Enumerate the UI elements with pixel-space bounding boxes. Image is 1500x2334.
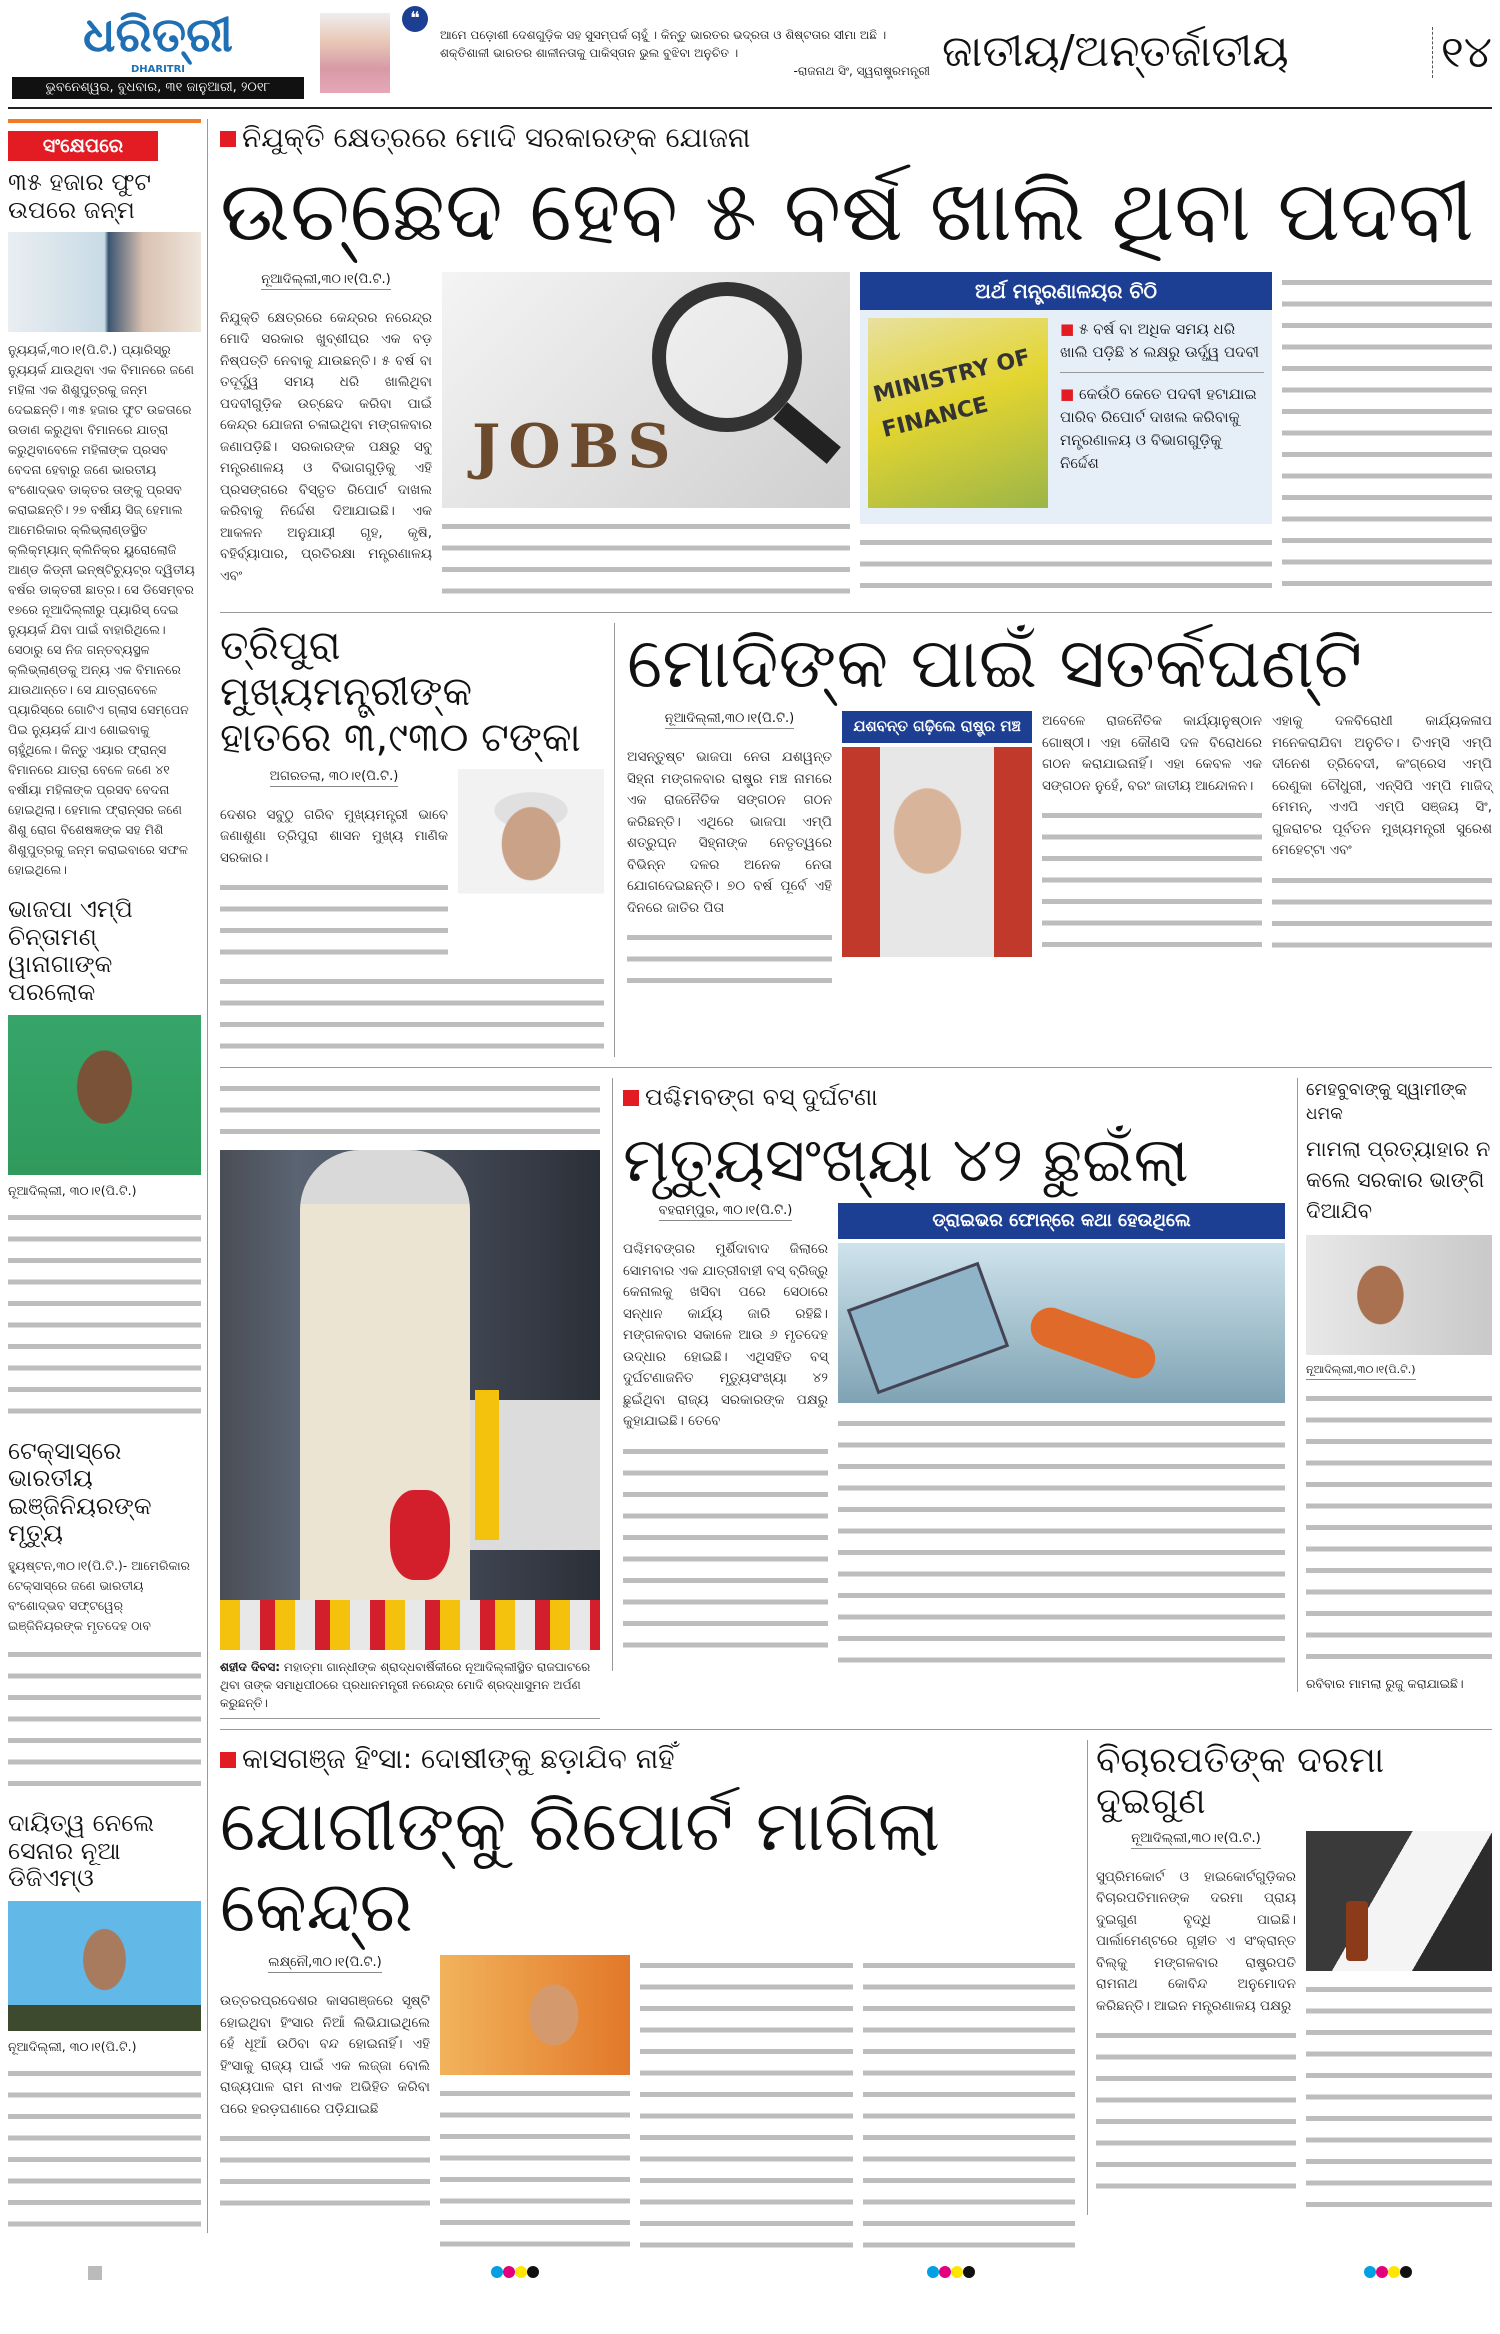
bus-accident-photo — [838, 1243, 1285, 1403]
brief-label: ସଂକ୍ଷେପରେ — [8, 131, 158, 161]
brief-body: ନ୍ୟୁୟର୍କ,୩୦।୧(ପି.ଟି.) ପ୍ୟାରିସ୍‌ରୁ ନ୍ୟୁୟର୍କ ଯାଉଥିବା ଏକ ବିମାନରେ ଜଣେ ମହିଳା ଏକ ଶିଶୁପୁତ୍ରକୁ ଜନ୍ମ ଦେଇଛନ୍ତି। ୩୫ ହଜାର ଫୁଟ ଉଚ୍ଚତାରେ ଉଡାଣ କରୁଥିବା ବିମାନରେ ଯାତ୍ରା କରୁଥିବାବେଳେ ମହିଳାଙ୍କ ପ୍ରସବ ବେଦନା ହେବାରୁ ଜଣେ ଭାରତୀୟ ବଂଶୋଦ୍ଭବ ଡାକ୍ତର ତାଙ୍କୁ ପ୍ରସବ କରାଇଛନ୍ତି। ୨୭ ବର୍ଷୀୟ ସିଜ୍ ହେମାଲ ଆମେରିକାର କ୍ଲିଭ୍‌ଲାଣ୍ଡସ୍ଥିତ କ୍ଲିକ୍‌ମ୍ୟାନ୍ କ୍ଲିନିକ୍‌ର ୟୁରୋଲୋଜି ଆଣ୍ଡ କିଡ୍‌ନୀ ଇନ୍‌ଷ୍ଟିଚ୍ୟୁଟ୍‌ର ଦ୍ୱିତୀୟ ବର୍ଷର ଡାକ୍ତରୀ ଛାତ୍ର। ସେ ଡିସେମ୍ବର ୧୭ରେ ନୂଆଦିଲ୍ଲୀରୁ ପ୍ୟାରିସ୍ ଦେଇ ନ୍ୟୁୟର୍କ ଯିବା ପାଇଁ ବାହାରିଥିଲେ। ସେଠାରୁ ସେ ନିଜ ଗନ୍ତବ୍ୟସ୍ଥଳ କ୍ଲିଭ୍‌ଲାଣ୍ଡକୁ ଅନ୍ୟ ଏକ ବିମାନରେ ଯାଉଥାନ୍ତେ। ସେ ଯାତ୍ରାବେଳେ ପ୍ୟାରିସ୍‌ରେ ଗୋଟିଏ ଗ୍ଲାସ ସେମ୍ପେନ ପିଇ ନ୍ୟୁୟର୍କ ଯାଏ ଶୋଇବାକୁ ଚାହୁଁଥିଲେ। କିନ୍ତୁ ଏୟାର ଫ୍ରାନ୍ସ ବିମାନରେ ଯାତ୍ରା ବେଳେ ଜଣେ ୪୧ ବର୍ଷୀୟା ମହିଳାଙ୍କ ପ୍ରସବ ବେଦନା ହୋଇଥିଲା। ହେମାଲ ଫ୍ରାନ୍ସର ଜଣେ ଶିଶୁ ରୋଗ ବିଶେଷଜ୍ଞଙ୍କ ସହ ମିଶି ଶିଶୁପୁତ୍ରକୁ ଜନ୍ମ କରାଇବାରେ ସଫଳ ହୋଇଥିଲେ। — [8, 342, 195, 878]
kasganj-headline: ଯୋଗୀଙ୍କୁ ରିପୋର୍ଟ ମାଗିଲା କେନ୍ଦ୍ର — [220, 1785, 941, 1948]
body-text-continued — [838, 1413, 1285, 1671]
swamy-dateline: ନୂଆଦିଲ୍ଲୀ,୩୦।୧(ପି.ଟି.) — [1306, 1363, 1416, 1380]
bus-kicker: ପଶ୍ଚିମବଙ୍ଗ ବସ୍ ଦୁର୍ଘଟଣା — [623, 1078, 1285, 1116]
body-text-continued — [8, 2063, 201, 2233]
registration-marks — [8, 2255, 1492, 2290]
finance-sign-photo: MINISTRY OF FINANCE — [868, 318, 1048, 508]
body-text-continued — [1272, 870, 1492, 956]
judges-story — [1087, 1740, 1492, 2215]
modi-alert-story — [627, 623, 1492, 992]
body-text-continued — [627, 927, 832, 991]
modi-alert-dateline: ନୂଆଦିଲ୍ଲୀ,୩୦।୧(ପି.ଟି.) — [665, 711, 794, 729]
lead-body: ନିଯୁକ୍ତି କ୍ଷେତ୍ରରେ କେନ୍ଦ୍ରର ନରେନ୍ଦ୍ର ମୋଦି ସରକାର ଖୁବ୍‌ଶୀଘ୍ର ଏକ ବଡ଼ ନିଷ୍ପତ୍ତି ନେବାକୁ ଯାଉଛନ୍ତି। ୫ ବର୍ଷ ବା ତଦୂର୍ଦ୍ଧ୍ୱ ସମୟ ଧରି ଖାଲିଥିବା ପଦବୀଗୁଡ଼ିକ ଉଚ୍ଛେଦ କରିବା ପାଇଁ କେନ୍ଦ୍ର ଯୋଜନା ଚଳାଇଥିବା ମଙ୍ଗଳବାର ଜଣାପଡ଼ିଛି। ସରକାରଙ୍କ ପକ୍ଷରୁ ସବୁ ମନ୍ତ୍ରଣାଳୟ ଓ ବିଭାଗଗୁଡ଼ିକୁ ଏହି ପ୍ରସଙ୍ଗରେ ବିସ୍ତୃତ ରିପୋର୍ଟ ଦାଖଲ କରିବାକୁ ନିର୍ଦ୍ଦେଶ ଦିଆଯାଇଛି। ଏକ ଆକଳନ ଅନୁଯାୟୀ ଗୃହ, କୃଷି, ବହିର୍ବ୍ୟାପାର, ପ୍ରତିରକ୍ଷା ମନ୍ତ୍ରଣାଳୟ ଏବଂ — [220, 309, 432, 584]
main-area — [220, 119, 1492, 2255]
bus-box-title: ଡ୍ରାଇଭର ଫୋନ୍‌ରେ କଥା ହେଉଥିଲେ — [838, 1203, 1285, 1238]
bus-body: ପଶ୍ଚିମବଙ୍ଗର ମୁର୍ଶିଦାବାଦ ଜିଲାରେ ସୋମବାର ଏକ ଯାତ୍ରୀବାହୀ ବସ୍ ବ୍ରିଜ୍‌ରୁ କେନାଲକୁ ଖସିବା ପରେ ସେଠାରେ ସନ୍ଧାନ କାର୍ଯ୍ୟ ଜାରି ରହିଛି। ମଙ୍ଗଳବାର ସକାଳେ ଆଉ ୬ ମୃତଦେହ ଉଦ୍ଧାର ହୋଇଛି। ଏଥିସହିତ ବସ୍ ଦୁର୍ଘଟଣାଜନିତ ମୃତ୍ୟୁସଂଖ୍ୟା ୪୨ ଛୁଇଁଥିବା ରାଜ୍ୟ ସରକାରଙ୍କ ପକ୍ଷରୁ କୁହାଯାଇଛି। ତେବେ — [623, 1241, 828, 1430]
quote-text: ଆମେ ପଡ଼ୋଶୀ ଦେଶଗୁଡ଼ିକ ସହ ସୁସମ୍ପର୍କ ଚାହୁଁ । କିନ୍ତୁ ଭାରତର ଭଦ୍ରତା ଓ ଶିଷ୍ଟତାର ସୀମା ଅଛି । ଶକ୍ତିଶାଳୀ ଭାରତର ଶାଳୀନତାକୁ ପାକିସ୍ତାନ ଭୁଲ ବୁଝିବା ଅନୁଚିତ । — [440, 28, 887, 60]
body-text-continued — [1042, 805, 1262, 955]
swamy-story — [1297, 1078, 1492, 1692]
dateline-bar: ଭୁବନେଶ୍ୱର, ବୁଧବାର, ୩୧ ଜାନୁଆରୀ, ୨୦୧୮ — [12, 77, 304, 99]
swamy-headline: ମାମଲା ପ୍ରତ୍ୟାହାର ନ କଲେ ସରକାର ଭାଙ୍ଗି ଦିଆଯିବ — [1306, 1137, 1491, 1224]
swamy-kicker: ମେହବୁବାଙ୍କୁ ସ୍ୱାମୀଙ୍କ ଧମକ — [1306, 1080, 1468, 1125]
lead-story — [220, 119, 1492, 613]
brief-body: ହ୍ୟୁଷ୍ଟନ,୩୦।୧(ପି.ଟି.)- ଆମେରିକାର ଟେକ୍ସାସ୍‌ରେ ଜଣେ ଭାରତୀୟ ବଂଶୋଦ୍ଭବ ସଫ୍ଟୱେର୍ ଇଞ୍ଜିନିୟରଙ୍କ ମୃତଦେହ ଠାବ — [8, 1557, 191, 1633]
body-text-continued — [220, 877, 448, 963]
kasganj-kicker: କାସଗଞ୍ଜ ହିଂସା: ଦୋଷୀଙ୍କୁ ଛଡ଼ାଯିବ ନାହିଁ — [220, 1740, 1075, 1778]
body-text-continued — [8, 1207, 201, 1422]
masthead — [8, 0, 1492, 109]
subramanian-swamy-photo — [1306, 1235, 1492, 1355]
manik-sarkar-photo — [458, 769, 604, 935]
body-text-continued — [623, 1441, 828, 1656]
brief-headline: ଭାଜପା ଏମ୍ପି ଚିନ୍ତାମଣ୍ ୱାନାଗାଙ୍କ ପରଲୋକ — [8, 895, 133, 1006]
tripura-dateline: ଅଗରତଲା, ୩୦।୧(ପି.ଟି.) — [270, 769, 399, 787]
kasganj-dateline: ଲକ୍ଷ୍ନୌ,୩୦।୧(ପି.ଟି.) — [268, 1955, 381, 1973]
logo-block — [8, 6, 308, 99]
brief-column — [8, 119, 208, 2233]
bus-headline: ମୃତ୍ୟୁସଂଖ୍ୟା ୪୨ ଛୁଇଁଲା — [623, 1123, 1189, 1197]
quote-icon: ❝ — [402, 6, 428, 32]
quote-photo — [320, 13, 390, 93]
kasganj-body: ଉତ୍ତରପ୍ରଦେଶର କାସଗଞ୍ଜରେ ସୃଷ୍ଟି ହୋଇଥିବା ହିଂସାର ନିଆଁ ଲିଭିଯାଇଥିଲେ ହେଁ ଧୂଆଁ ଉଠିବା ବନ୍ଦ ହୋଇନାହିଁ। ଏହି ହିଂସାକୁ ରାଜ୍ୟ ପାଇଁ ଏକ ଲଜ୍ଜା ବୋଲି ରାଜ୍ୟପାଳ ରାମ ନାଏକ ଅଭିହିତ କରିବା ପରେ ହରଡ଼ଘଣାରେ ପଡ଼ିଯାଇଛି — [220, 1993, 430, 2117]
page-number: ୧୪ — [1432, 27, 1492, 78]
body-text-continued — [640, 1955, 853, 2255]
finance-point: ■ ୫ ବର୍ଷ ବା ଅଧିକ ସମୟ ଧରି ଖାଲି ପଡ଼ିଛି ୪ ଲକ୍ଷରୁ ଊର୍ଦ୍ଧ୍ୱ ପଦବୀ — [1060, 318, 1264, 373]
dgmo-photo — [8, 1901, 201, 2031]
logo: ଧରିତ୍ରୀ DHARITRI — [83, 7, 233, 75]
modi-alert-body: ଅସନ୍ତୁଷ୍ଟ ଭାଜପା ନେତା ଯଶୱନ୍ତ ସିହ୍ନା ମଙ୍ଗଳବାର ରାଷ୍ଟ୍ର ମଞ୍ଚ ନାମରେ ଏକ ରାଜନୈତିକ ସଙ୍ଗଠନ ଗଠନ କରିଛନ୍ତି। ଏଥିରେ ଭାଜପା ଏମ୍ପି ଶତ୍ରୁଘ୍ନ ସିହ୍ନାଙ୍କ ନେତୃତ୍ୱରେ ବିଭିନ୍ନ ଦଳର ଅନେକ ନେତା ଯୋଗଦେଇଛନ୍ତି। ୭୦ ବର୍ଷ ପୂର୍ବେ ଏହି ଦିନରେ ଜାତିର ପିତା — [627, 749, 832, 916]
photo-caption: ଶହୀଦ ଦିବସ: ମହାତ୍ମା ଗାନ୍ଧୀଙ୍କ ଶ୍ରାଦ୍ଧବାର୍ଷିକୀରେ ନୂଆଦିଲ୍ଲୀସ୍ଥିତ ରାଜଘାଟରେ ଥିବା ତାଙ୍କ ସମାଧିପୀଠରେ ପ୍ରଧାନମନ୍ତ୍ରୀ ନରେନ୍ଦ୍ର ମୋଦି ଶ୍ରଦ୍ଧାସୁମନ ଅର୍ପଣ କରୁଛନ୍ତି। — [220, 1658, 600, 1719]
body-text-continued — [8, 1644, 201, 1794]
body-text-continued — [1282, 272, 1492, 602]
quote — [440, 26, 930, 79]
yashwant-sinha-photo — [842, 747, 1032, 957]
finance-point: ■ କେଉଁଠି କେତେ ପଦବୀ ହଟାଯାଇ ପାରିବ ରିପୋର୍ଟ ଦାଖଲ କରିବାକୁ ମନ୍ତ୍ରଣାଳୟ ଓ ବିଭାଗଗୁଡ଼ିକୁ ନିର୍ଦ୍ଦେଶ — [1060, 384, 1257, 472]
jobs-photo-text: JOBS — [472, 411, 679, 482]
tripura-story — [220, 623, 615, 1058]
fourth-row — [220, 1730, 1492, 2255]
body-text-continued — [220, 1078, 600, 1142]
page-main — [8, 119, 1492, 2255]
modi-alert-body-2: ଅବେଳେ ରାଜନୈତିକ କାର୍ଯ୍ୟାନୁଷ୍ଠାନ ଗୋଷ୍ଠୀ। ଏହା କୌଣସି ଦଳ ବିରୋଧରେ ଗଠନ କରାଯାଇନାହିଁ। ଏହା କେବଳ ଏକ ସଙ୍ଗଠନ ନୁହେଁ, ବରଂ ଜାତୀୟ ଆନ୍ଦୋଳନ। — [1042, 713, 1262, 794]
body-text-continued — [1306, 1979, 1492, 2215]
judges-headline: ବିଚାରପତିଙ୍କ ଦରମା ଦୁଇଗୁଣ — [1096, 1740, 1385, 1823]
body-text-continued — [1306, 1388, 1492, 1668]
brief-dateline: ନୂଆଦିଲ୍ଲୀ, ୩୦।୧(ପି.ଟି.) — [8, 1182, 137, 1198]
modi-alert-body-3: ଏହାକୁ ଦଳବିରୋଧୀ କାର୍ଯ୍ୟକଳାପ ମନେକରାଯିବା ଅନୁଚିତ। ତିଏମ୍‌ସି ଏମ୍ପି ଦୀନେଶ ତ୍ରିବେଦୀ, କଂଗ୍ରେସ ଏମ୍ପି ରେଣୁକା ଚୌଧୁରୀ, ଏନ୍‌ସିପି ଏମ୍ପି ମାଜିଦ୍ ମେମନ୍, ଏଏପି ଏମ୍ପି ସଞ୍ଜୟ ସିଂ, ଗୁଜରାଟର ପୂର୍ବତନ ମୁଖ୍ୟମନ୍ତ୍ରୀ ସୁରେଶ ମେହେଟ୍ଟା ଏବଂ — [1272, 713, 1492, 859]
body-text-continued — [440, 2083, 630, 2255]
body-text-continued — [220, 971, 604, 1057]
judges-body: ସୁପ୍ରିମକୋର୍ଟ ଓ ହାଇକୋର୍ଟଗୁଡ଼ିକର ବିଚାରପତିମାନଙ୍କ ଦରମା ପ୍ରାୟ ଦୁଇଗୁଣ ବୃଦ୍ଧି ପାଇଛି। ପାର୍ଲାମେଣ୍ଟରେ ଗୃହୀତ ଏ ସଂକ୍ରାନ୍ତ ବିଲ୍‌କୁ ମଙ୍ଗଳବାର ରାଷ୍ଟ୍ରପତି ରାମନାଥ କୋବିନ୍ଦ ଅନୁମୋଦନ କରିଛନ୍ତି। ଆଇନ ମନ୍ତ୍ରଣାଳୟ ପକ୍ଷରୁ — [1096, 1868, 1296, 2014]
brief-headline: ଟେକ୍ସାସ୍‌ରେ ଭାରତୀୟ ଇଞ୍ଜିନିୟରଙ୍କ ମୃତ୍ୟୁ — [8, 1436, 152, 1548]
brief-headline: ଦାୟିତ୍ୱ ନେଲେ ସେନାର ନୂଆ ଡିଜିଏମ୍‌ଓ — [8, 1808, 155, 1893]
section-title: ଜାତୀୟ/ଅନ୍ତର୍ଜାତୀୟ — [942, 26, 1289, 78]
brief-dateline: ନୂଆଦିଲ୍ଲୀ, ୩୦।୧(ପି.ଟି.) — [8, 2038, 137, 2054]
brief-headline: ୩୫ ହଜାର ଫୁଟ ଉପରେ ଜନ୍ମ — [8, 168, 152, 224]
mp-photo — [8, 1015, 201, 1175]
kasganj-story — [220, 1740, 1075, 2255]
third-row — [220, 1068, 1492, 1730]
tripura-body: ଦେଶର ସବୁଠୁ ଗରିବ ମୁଖ୍ୟମନ୍ତ୍ରୀ ଭାବେ ଜଣାଶୁଣା ତ୍ରିପୁରା ଶାସନ ମୁଖ୍ୟ ମାଣିକ ସରକାର। — [220, 806, 448, 866]
yashwant-box-title: ଯଶବନ୍ତ ଗଢ଼ିଲେ ରାଷ୍ଟ୍ର ମଞ୍ଚ — [842, 711, 1032, 743]
gandhi-photo-block — [220, 1078, 600, 1719]
lead-dateline: ନୂଆଦିଲ୍ଲୀ,୩୦।୧(ପି.ଟି.) — [261, 272, 390, 290]
lead-kicker: ନିଯୁକ୍ତି କ୍ଷେତ୍ରରେ ମୋଦି ସରକାରଙ୍କ ଯୋଜନା — [220, 119, 1492, 157]
finance-box-title: ଅର୍ଥ ମନ୍ତ୍ରଣାଳୟର ଚିଠି — [860, 272, 1272, 310]
bus-story — [612, 1078, 1285, 1671]
jobs-photo — [442, 272, 850, 508]
lead-headline: ଉଚ୍ଛେଦ ହେବ ୫ ବର୍ଷ ଖାଲି ଥିବା ପଦବୀ — [220, 162, 1474, 260]
quote-author: -ରାଜନାଥ ସିଂ, ସ୍ୱରାଷ୍ଟ୍ରମନ୍ତ୍ରୀ — [793, 64, 930, 78]
gavel-photo — [1306, 1831, 1492, 1971]
second-row — [220, 613, 1492, 1069]
newborn-photo — [8, 232, 201, 332]
body-text-continued — [442, 516, 850, 602]
body-text-continued — [1096, 2025, 1296, 2197]
bus-dateline: ବହରାମ୍ପୁର, ୩୦।୧(ପି.ଟି.) — [659, 1203, 793, 1221]
finance-box — [860, 272, 1272, 524]
modi-rajghat-photo — [220, 1150, 600, 1650]
modi-alert-headline: ମୋଦିଙ୍କ ପାଇଁ ସତର୍କଘଣ୍ଟି — [627, 621, 1363, 704]
body-text-continued — [860, 532, 1272, 596]
body-text-continued — [863, 1955, 1076, 2255]
judges-dateline: ନୂଆଦିଲ୍ଲୀ,୩୦।୧(ପି.ଟି.) — [1131, 1831, 1260, 1849]
body-text-continued — [220, 2128, 430, 2214]
tripura-headline: ତ୍ରିପୁରା ମୁଖ୍ୟମନ୍ତ୍ରୀଙ୍କ ହାତରେ ୩,୯୩୦ ଟଙ୍କା — [220, 622, 581, 761]
swamy-body-end: ରବିବାର ମାମଲା ରୁଜୁ କରାଯାଇଛି। — [1306, 1676, 1464, 1692]
yogi-photo — [440, 1955, 630, 2075]
